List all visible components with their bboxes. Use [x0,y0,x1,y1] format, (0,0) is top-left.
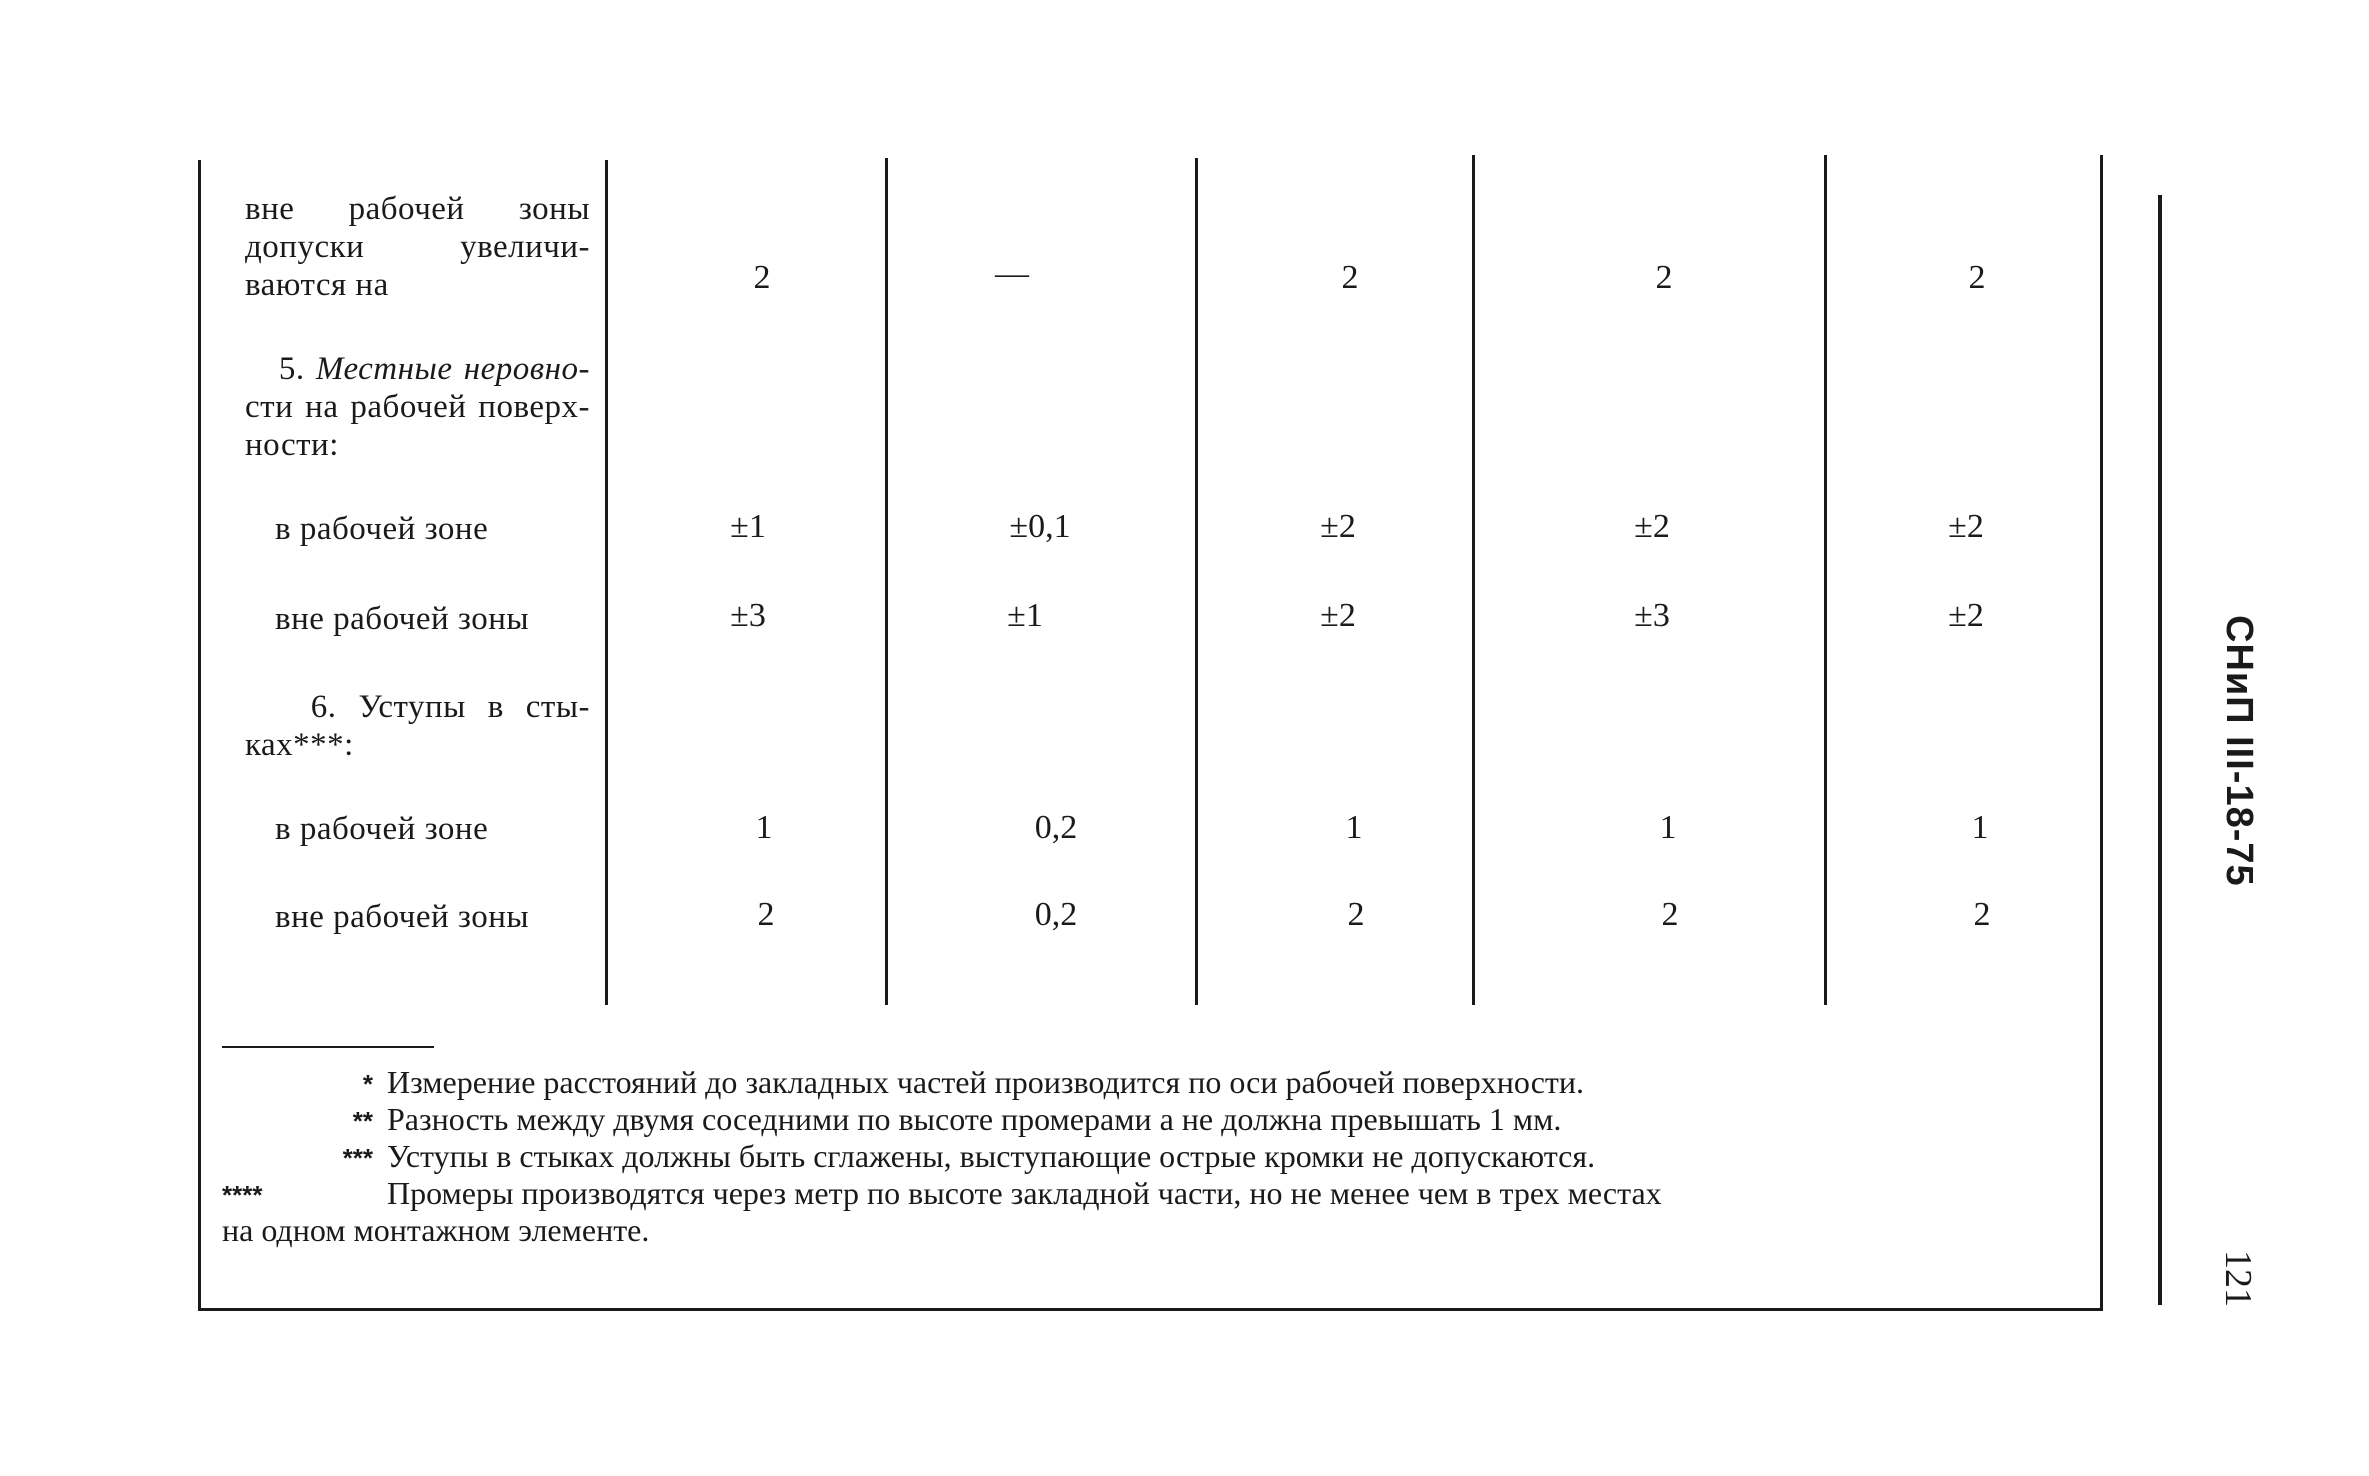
section-5-title-line: 5. Местные неровно- [278,351,590,387]
section-5-heading [245,350,590,464]
cell: 1 [1971,809,1989,846]
footnote-mark: *** [342,1143,373,1173]
column-divider-5 [1824,155,1827,1005]
table-right-border [2100,155,2103,1310]
footnote [222,1102,2070,1139]
label-line: допуски увеличи- [245,229,590,265]
footnote-text: Измерение расстояний до закладных частей производится по оси рабочей поверхности. [387,1064,1584,1100]
cell: 2 [1661,896,1679,933]
section-6-heading [245,688,590,764]
cell: 2 [1655,259,1673,296]
footnotes [222,1065,2070,1248]
footnote-text: Промеры производятся через метр по высоте закладной части, но не менее чем в трех местах [387,1175,1662,1211]
footnote [222,1139,2070,1176]
cell: ±1 [730,508,766,545]
column-divider-4 [1472,155,1475,1005]
label-line: ваются на [245,267,389,303]
cell: ±2 [1634,508,1670,545]
footnote-mark: * [362,1069,373,1099]
cell: ±1 [1007,597,1043,634]
cell: 2 [1968,259,1986,296]
cell: 1 [1345,809,1363,846]
cell: 2 [753,259,771,296]
section-6-title-line: 6. Уступы в сты- [310,689,590,725]
row-label: в рабочей зоне [275,811,489,847]
row-label: вне рабочей зоны [275,899,530,935]
section-5-title-line: сти на рабочей поверх- [245,389,590,425]
footnote-text: Разность между двумя соседними по высоте промерами a не должна превышать 1 мм. [387,1101,1562,1137]
footnote-continuation [222,1213,2070,1248]
cell: 0,2 [1034,896,1078,933]
cell: ±2 [1948,597,1984,634]
label-line: вне рабочей зоны [245,191,590,227]
column-divider-1 [605,160,608,1005]
cell: ±2 [1948,508,1984,545]
cell: ±2 [1320,597,1356,634]
cell: 2 [1341,259,1359,296]
row-label: в рабочей зоне [275,511,489,547]
cell: 1 [1659,809,1677,846]
cell: 1 [755,809,773,846]
cell: 2 [1347,896,1365,933]
side-rule [2158,195,2162,1305]
cell: ±2 [1320,508,1356,545]
footnote [222,1176,2070,1213]
document-code-text: СНиП III-18-75 [2218,615,2260,887]
footnote-separator [222,1046,434,1048]
cell: — [995,255,1029,292]
cell: ±0,1 [1009,508,1071,545]
footnote [222,1065,2070,1102]
table-bottom-border [198,1308,2103,1311]
cell: ±3 [1634,597,1670,634]
cell: 2 [1973,896,1991,933]
cell: 0,2 [1034,809,1078,846]
footnote-mark: **** [222,1180,263,1210]
row-label: вне рабочей зоны [275,601,530,637]
row-label-continued [245,190,590,304]
footnote-mark: ** [352,1106,373,1136]
table-left-border [198,160,201,1310]
section-5-title-line: ности: [245,427,339,463]
footnote-text: Уступы в стыках должны быть сглажены, выступающие острые кромки не допускаются. [387,1138,1596,1174]
column-divider-2 [885,158,888,1005]
page-number-text: 121 [2217,1250,2259,1307]
cell: 2 [757,896,775,933]
section-6-title-line: ках***: [245,727,354,763]
column-divider-3 [1195,158,1198,1005]
footnote-text: на одном монтажном элементе. [222,1212,650,1248]
cell: ±3 [730,597,766,634]
